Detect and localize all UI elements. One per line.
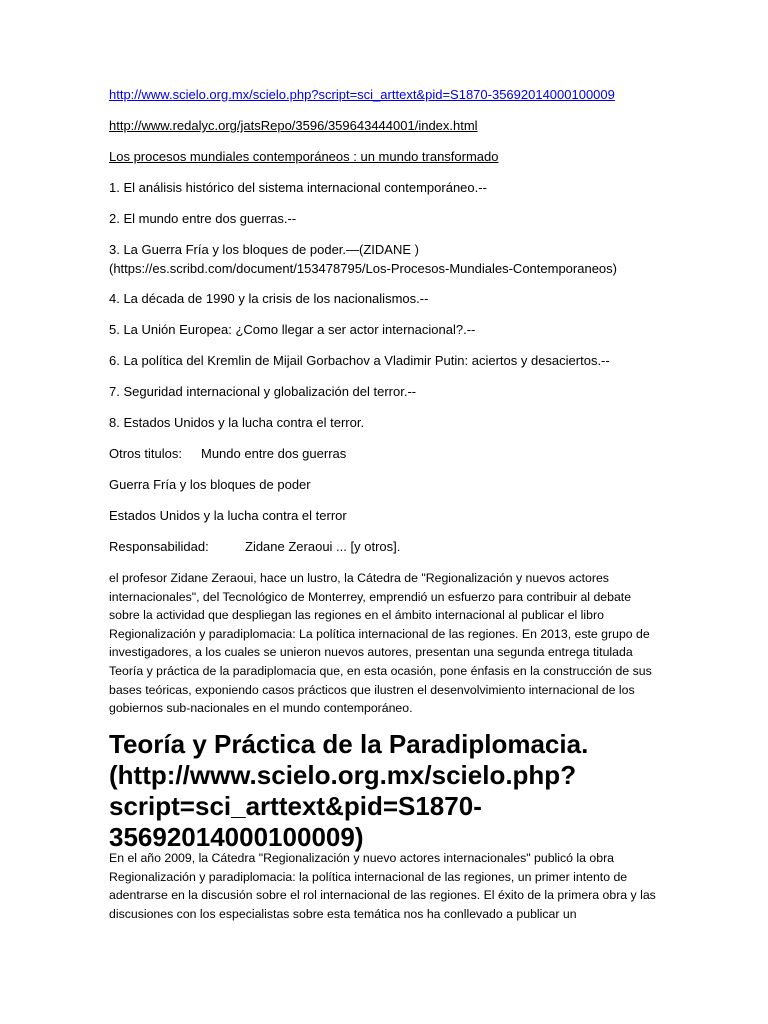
- chapter-2: 2. El mundo entre dos guerras.--: [109, 211, 297, 226]
- chapter-5: 5. La Unión Europea: ¿Como llegar a ser actor internacional?.--: [109, 322, 476, 337]
- otros-titulos-row: [109, 446, 346, 462]
- chapter-3-source: (https://es.scribd.com/document/153478795/Los-Procesos-Mundiales-Contemporaneos): [109, 261, 617, 276]
- chapter-8: 8. Estados Unidos y la lucha contra el terror.: [109, 415, 365, 430]
- otros-titulo-2: Guerra Fría y los bloques de poder: [109, 477, 311, 492]
- chapter-4: 4. La década de 1990 y la crisis de los nacionalismos.--: [109, 291, 429, 306]
- otros-titulo-3: Estados Unidos y la lucha contra el terror: [109, 508, 347, 523]
- chapter-7: 7. Seguridad internacional y globalización del terror.--: [109, 384, 417, 399]
- chapter-1: 1. El análisis histórico del sistema internacional contemporáneo.--: [109, 180, 487, 195]
- scielo-link[interactable]: http://www.scielo.org.mx/scielo.php?script=sci_arttext&pid=S1870-35692014000100009: [109, 87, 615, 102]
- responsabilidad-row: [109, 539, 400, 555]
- section-heading: Teoría y Práctica de la Paradiplomacia. (http://www.scielo.org.mx/scielo.php?script=sci_arttext&pid=S1870-35692014000100009): [109, 729, 589, 852]
- otros-titulos-label: Otros titulos:: [109, 446, 182, 461]
- body-paragraph: En el año 2009, la Cátedra "Regionalización y nuevo actores internacionales" publicó la obra Regionalización y paradiplomacia: la política internacional de las regiones, un primer intento de adentrarse en la discusión sobre el rol internacional de las regiones. El éxito de la primera obra y las discusiones con los especialistas sobre esta temática nos ha conllevado a publicar un: [109, 851, 656, 921]
- otros-titulo-1: Mundo entre dos guerras: [201, 446, 347, 461]
- responsabilidad-label: Responsabilidad:: [109, 539, 209, 554]
- redalyc-link[interactable]: http://www.redalyc.org/jatsRepo/3596/359643444001/index.html: [109, 118, 478, 133]
- chapter-3: 3. La Guerra Fría y los bloques de poder.—(ZIDANE ): [109, 242, 419, 257]
- responsabilidad-value: Zidane Zeraoui ... [y otros].: [245, 539, 401, 554]
- chapter-6: 6. La política del Kremlin de Mijail Gorbachov a Vladimir Putin: aciertos y desaciertos.--: [109, 353, 610, 368]
- book-title: Los procesos mundiales contemporáneos : un mundo transformado: [109, 149, 499, 164]
- intro-paragraph: el profesor Zidane Zeraoui, hace un lustro, la Cátedra de "Regionalización y nuevos actores internacionales", del Tecnológico de Monterrey, emprendió un esfuerzo para contribuir al debate sobre la actividad que despliegan las regiones en el ámbito internacional al publicar el libro Regionalización y paradiplomacia: La política internacional de las regiones. En 2013, este grupo de investigadores, a los cuales se unieron nuevos autores, presentan una segunda entrega titulada Teoría y práctica de la paradiplomacia que, en esta ocasión, pone énfasis en la construcción de sus bases teóricas, exponiendo casos prácticos que ilustren el desenvolvimiento internacional de los gobiernos sub-nacionales en el mundo contemporáneo.: [109, 571, 652, 716]
